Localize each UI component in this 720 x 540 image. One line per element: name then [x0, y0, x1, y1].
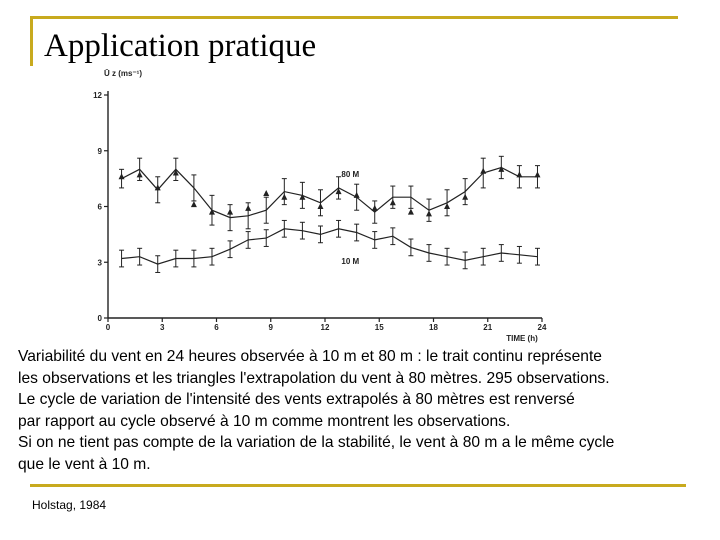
x-axis-label: TIME (h)	[506, 334, 538, 343]
triangle-point	[317, 203, 323, 209]
triangle-point	[281, 194, 287, 200]
series-line	[122, 168, 538, 218]
caption-line: Si on ne tient pas compte de la variation de la stabilité, le vent à 80 m a le même cycle	[18, 434, 615, 451]
frame-left-rule	[30, 16, 33, 66]
caption-line: que le vent à 10 m.	[18, 455, 151, 473]
series-line	[122, 229, 538, 267]
caption-line: Variabilité du vent en 24 heures observée à 10 m et 80 m : le trait continu représente	[18, 348, 602, 365]
caption-line: Le cycle de variation de l'intensité des vents extrapolés à 80 mètres est renversé	[18, 391, 575, 408]
y-tick-label: 9	[97, 146, 102, 156]
series-label-80m: 80 M	[341, 169, 360, 179]
x-tick-label: 21	[483, 323, 493, 332]
x-tick-label: 24	[537, 323, 547, 332]
triangle-point	[408, 209, 414, 215]
triangle-point	[263, 190, 269, 196]
source-citation: Holstag, 1984	[32, 498, 107, 512]
caption-line: les observations et les triangles l'extrapolation du vent à 80 mètres. 295 observations.	[18, 369, 610, 387]
caption-line: par rapport au cycle observé à 10 m comme montrent les observations.	[18, 412, 511, 430]
series-label-10m: 10 M	[341, 257, 360, 267]
figure-caption	[18, 346, 714, 475]
triangle-point	[372, 205, 378, 211]
y-axis-label: Ū z (ms⁻¹)	[104, 69, 142, 78]
x-tick-label: 18	[429, 323, 438, 332]
x-tick-label: 3	[160, 323, 165, 332]
y-tick-label: 0	[97, 314, 102, 323]
y-tick-label: 12	[93, 91, 102, 100]
triangle-point	[426, 210, 432, 216]
frame-top-rule	[30, 16, 678, 19]
triangle-point	[480, 168, 486, 174]
y-tick-label: 6	[97, 202, 102, 212]
triangle-point	[462, 194, 468, 200]
slide-title: Application pratique	[44, 28, 317, 64]
triangle-point	[191, 201, 197, 207]
triangle-point	[390, 199, 396, 205]
triangle-point	[119, 173, 125, 179]
triangle-point	[516, 171, 522, 177]
y-tick-label: 3	[97, 258, 102, 268]
x-tick-label: 9	[268, 323, 273, 332]
triangle-point	[245, 205, 251, 211]
x-tick-label: 12	[320, 323, 330, 332]
triangle-point	[227, 209, 233, 215]
wind-variability-chart	[78, 62, 568, 344]
triangle-point	[534, 171, 540, 177]
x-tick-label: 15	[374, 323, 384, 332]
frame-bottom-rule	[30, 484, 686, 487]
x-tick-label: 6	[214, 323, 219, 332]
triangle-point	[354, 192, 360, 198]
x-tick-label: 0	[105, 323, 111, 332]
